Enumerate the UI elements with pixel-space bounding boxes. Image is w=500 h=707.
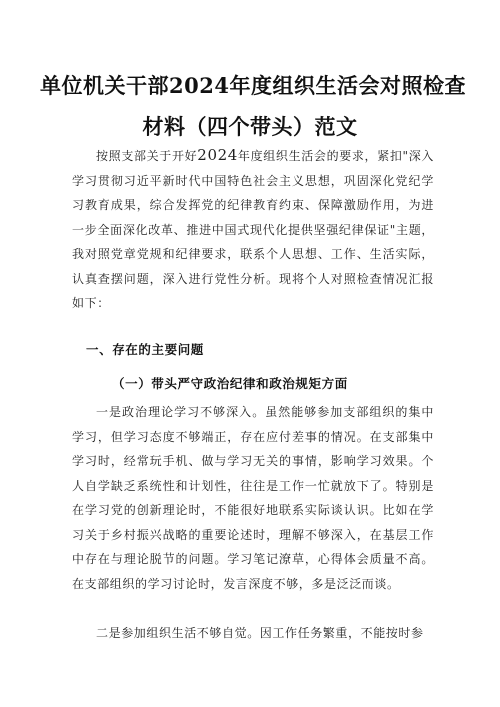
body-paragraph-2: 二是参加组织生活不够自觉。因工作任务繁重，不能按时参 (96, 626, 424, 640)
subsection-heading: （一）带头严守政治纪律和政治规矩方面 (112, 376, 348, 391)
section-heading: 一、存在的主要问题 (86, 342, 204, 357)
body-paragraph-1: 一是政治理论学习不够深入。虽然能够参加支部组织的集中学习，但学习态度不够端正，存在应付差事的情况。在支部集中学习时，经常玩手机、做与学习无关的事情，影响学习效果。个人自学缺乏系统性和计划性，往往是工作一忙就放下了。特别是在学习党的创新理论时，不能很好地联系实际谈认识。比如在学习关于乡村振兴战略的重要论述时，理解不够深入，在基层工作中存在与理论脱节的问题。学习笔记潦草，心得体会质量不高。在支部组织的学习讨论时，发言深度不够，多是泛泛而谈。 (72, 405, 434, 591)
document-title-line1: 单位机关干部2024年度组织生活会对照检查 (40, 73, 466, 98)
document-title-line2: 材料（四个带头）范文 (142, 114, 358, 139)
intro-paragraph (72, 143, 434, 316)
intro-text-start: 按照支部关于开好 (96, 149, 198, 163)
intro-text-rest: 年度组织生活会的要求，紧扣"深入学习贯彻习近平新时代中国特色社会主义思想，巩固深化党纪学习教育成果，综合发挥党的纪律教育约束、保障激励作用，为进一步全面深化改革、推进中国式现代化提供坚强纪律保证"主题，我对照党章党规和纪律要求，联系个人思想、工作、生活实际，认真查摆问题，深入进行党性分析。现将个人对照检查情况汇报如下： (72, 149, 434, 310)
intro-year: 2024 (197, 146, 238, 164)
